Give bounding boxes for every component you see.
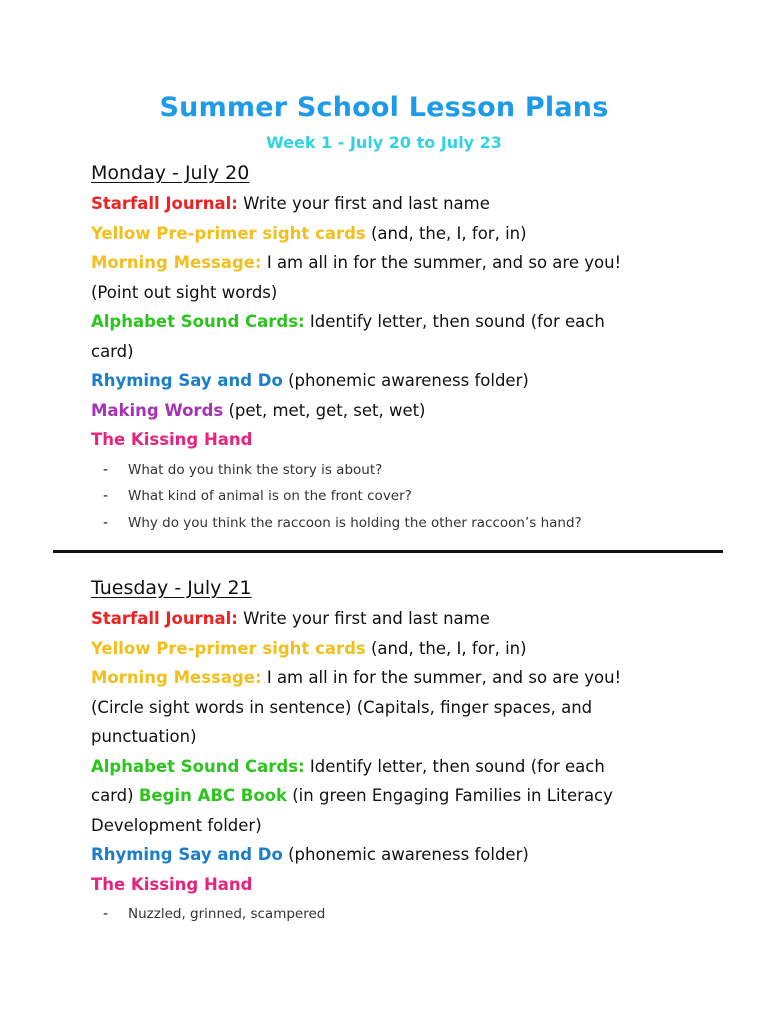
monday-morning-message (91, 248, 731, 278)
monday-rhyming-say-and-do (91, 366, 731, 396)
item-text: Write your first and last name (237, 609, 490, 628)
list-item-text: Nuzzled, grinned, scampered (128, 906, 326, 922)
tuesday-morning-message-note-cont: punctuation) (91, 727, 197, 746)
tuesday-vocab-list (91, 901, 731, 928)
item-label: Alphabet Sound Cards: (91, 312, 305, 331)
monday-heading: Monday - July 20 (91, 162, 250, 184)
item-label: Morning Message: (91, 253, 262, 272)
item-label: The Kissing Hand (91, 430, 253, 449)
item-label: Rhyming Say and Do (91, 371, 283, 390)
tuesday-sight-cards (91, 634, 731, 664)
dash-bullet-icon: - (103, 906, 109, 922)
tuesday-starfall-journal (91, 604, 731, 634)
tuesday-section (91, 573, 731, 928)
item-label: Rhyming Say and Do (91, 845, 283, 864)
list-item (91, 901, 731, 928)
monday-morning-message-note: (Point out sight words) (91, 282, 278, 302)
page-title: Summer School Lesson Plans (159, 92, 609, 123)
dash-bullet-icon: - (103, 488, 109, 504)
item-text: (pet, met, get, set, wet) (223, 400, 426, 420)
section-divider (53, 550, 723, 553)
list-item (91, 510, 731, 537)
dash-bullet-icon: - (103, 461, 109, 478)
item-text: Identify letter, then sound (for each (304, 756, 605, 776)
item-label: The Kissing Hand (91, 874, 253, 894)
item-label: Making Words (91, 400, 224, 420)
tuesday-abc-book (91, 781, 731, 811)
monday-alphabet-sound-cards-cont: card) (91, 341, 134, 361)
tuesday-morning-message-note: (Circle sight words in sentence) (Capitals, finger spaces, and (91, 697, 593, 717)
tuesday-abc-book-cont: Development folder) (91, 815, 262, 835)
item-text: I am all in for the summer, and so are you! (261, 668, 622, 687)
item-label: Yellow Pre-primer sight cards (91, 638, 366, 658)
item-label: Alphabet Sound Cards: (91, 756, 305, 776)
item-label: Begin ABC Book (138, 786, 287, 805)
list-item-text: Why do you think the raccoon is holding the other raccoon’s hand? (128, 514, 582, 531)
tuesday-alphabet-sound-cards (91, 752, 731, 782)
dash-bullet-icon: - (103, 514, 109, 531)
item-label: Starfall Journal: (91, 609, 238, 628)
item-text: (and, the, I, for, in) (365, 638, 527, 658)
list-item (91, 457, 731, 484)
item-text: card) (91, 786, 139, 805)
item-label: Morning Message: (91, 668, 262, 687)
monday-sight-cards (91, 219, 731, 249)
monday-question-list (91, 457, 731, 537)
monday-kissing-hand (91, 425, 731, 455)
monday-section (91, 158, 731, 536)
page-subtitle: Week 1 - July 20 to July 23 (266, 133, 502, 152)
list-item-text: What kind of animal is on the front cover? (128, 488, 412, 504)
item-text: Write your first and last name (237, 194, 490, 213)
item-text: (in green Engaging Families in Literacy (287, 786, 613, 805)
item-text: (and, the, I, for, in) (365, 223, 527, 243)
tuesday-kissing-hand (91, 870, 731, 900)
tuesday-rhyming-say-and-do (91, 840, 731, 870)
item-text: I am all in for the summer, and so are you! (261, 253, 622, 272)
tuesday-morning-message (91, 663, 731, 693)
tuesday-heading: Tuesday - July 21 (91, 577, 252, 599)
list-item-text: What do you think the story is about? (128, 461, 383, 478)
item-label: Starfall Journal: (91, 194, 238, 213)
item-text: (phonemic awareness folder) (282, 371, 529, 390)
item-text: (phonemic awareness folder) (282, 845, 529, 864)
monday-alphabet-sound-cards (91, 307, 731, 337)
item-label: Yellow Pre-primer sight cards (91, 223, 366, 243)
monday-starfall-journal (91, 189, 731, 219)
list-item (91, 483, 731, 510)
monday-making-words (91, 396, 731, 426)
item-text: Identify letter, then sound (for each (304, 312, 605, 331)
